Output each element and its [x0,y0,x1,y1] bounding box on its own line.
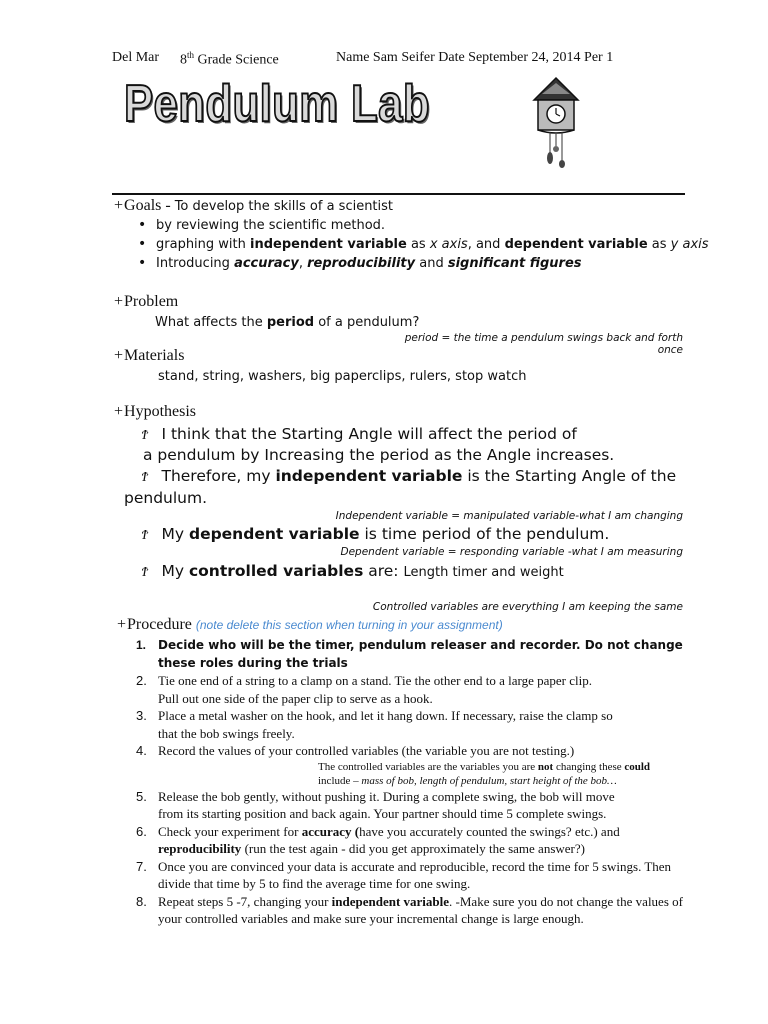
hypothesis-heading: +Hypothesis [114,403,197,420]
goals-heading: +Goals - To develop the skills of a scientist [114,197,394,214]
list-item: • graphing with independent variable as x axis, and dependent variable as y axis [134,237,709,256]
ligature-bullet-icon: Ϯ [142,527,148,543]
procedure-list [136,637,688,928]
cuckoo-clock-icon [528,74,584,168]
problem-note: period = the time a pendulum swings back and forth once [404,332,683,356]
header-grade: 8th Grade Science [180,50,279,68]
list-item: 7. Once you are convinced your data is accurate and reproducible, record the time for 5 swings. Then divide that time by 5 to find the average time for one swing. [136,858,672,891]
list-item: 6. Check your experiment for accuracy (have you accurately counted the swings? etc.) and reproducibility (run the test again - did you get approximately the same answer?) [136,823,620,856]
ligature-bullet-icon: Ϯ [142,469,148,485]
materials-heading: +Materials [114,347,185,364]
title-divider [112,193,685,195]
list-item: 1. Decide who will be the timer, pendulum releaser and recorder. Do not change these roles during the trials [136,638,683,670]
list-item: • by reviewing the scientific method. [134,218,709,237]
ligature-bullet-icon: Ϯ [142,427,148,443]
controlled-note: Controlled variables are everything I am keeping the same [372,601,683,613]
independent-note: Independent variable = manipulated variable-what I am changing [335,510,683,522]
list-item: • Introducing accuracy, reproducibility and significant figures [134,256,709,275]
controlled-variables-note: The controlled variables are the variables you are not changing these could include – mass of bob, length of pendulum, start height of the bob… [318,760,651,787]
hypothesis-line-5: Ϯ My dependent variable is time period of the pendulum. [142,525,610,543]
hypothesis-line-6: Ϯ My controlled variables are: Length timer and weight [142,562,564,580]
dependent-note: Dependent variable = responding variable -what I am measuring [340,546,683,558]
procedure-note: (note delete this section when turning in your assignment) [195,618,503,632]
materials-list: stand, string, washers, big paperclips, rulers, stop watch [158,369,527,384]
goals-list [134,218,709,275]
hypothesis-line-1: Ϯ I think that the Starting Angle will affect the period of [142,425,577,443]
page-title: Pendulum Lab [124,75,430,133]
list-item: 5. Release the bob gently, without pushing it. During a complete swing, the bob will move from its starting position and back again. Your partner should time 5 complete swings. [136,788,615,821]
list-item: 3. Place a metal washer on the hook, and let it hang down. If necessary, raise the clamp so that the bob swings freely. [136,708,613,741]
problem-heading: +Problem [114,293,179,310]
list-item: 4. Record the values of your controlled variables (the variable you are not testing.) The controlled variables are the variables you are not changing these could include – mass of bob, length of pendulum, start height of the bob… [136,742,688,788]
header-name-date: Name Sam Seifer Date September 24, 2014 Per 1 [336,50,614,65]
ligature-bullet-icon: Ϯ [142,564,148,580]
hypothesis-line-4: pendulum. [124,489,208,507]
header-school: Del Mar [112,50,160,65]
hypothesis-line-2: a pendulum by Increasing the period as the Angle increases. [143,446,615,464]
procedure-heading: +Procedure (note delete this section when turning in your assignment) [117,616,503,633]
list-item: 2. Tie one end of a string to a clamp on a stand. Tie the other end to a large paper clip. Pull out one side of the paper clip to serve as a hook. [136,673,592,706]
problem-question: What affects the period of a pendulum? [155,315,420,330]
list-item: 8. Repeat steps 5 -7, changing your independent variable. -Make sure you do not change the values of your controlled variables and make sure your incremental change is large enough. [136,893,683,926]
hypothesis-line-3: Ϯ Therefore, my independent variable is the Starting Angle of the [142,467,677,485]
